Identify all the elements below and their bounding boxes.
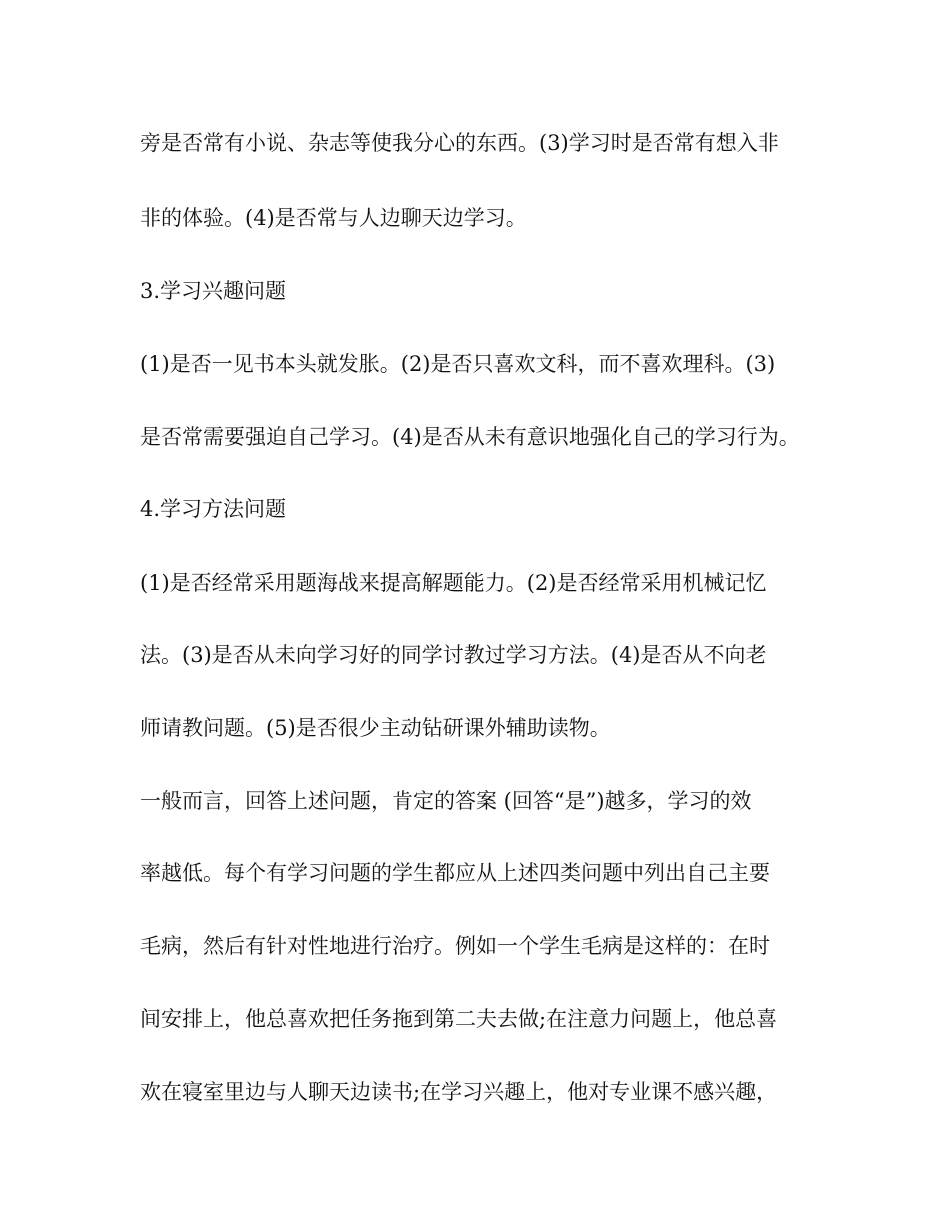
text-line: (1)是否一见书本头就发胀。(2)是否只喜欢文科，而不喜欢理科。(3) [140,352,776,376]
text-line: 欢在寝室里边与人聊天边读书;在学习兴趣上，他对专业课不感兴趣， [140,1080,778,1104]
text-line: 率越低。每个有学习问题的学生都应从上述四类问题中列出自己主要 [140,861,770,885]
section-heading: 3.学习兴趣问题 [140,279,287,303]
text-line: 师请教问题。(5)是否很少主动钻研课外辅助读物。 [140,716,611,740]
text-line: 是否常需要强迫自己学习。(4)是否从未有意识地强化自己的学习行为。 [140,425,800,449]
text-line: 毛病，然后有针对性地进行治疗。例如一个学生毛病是这样的：在时 [140,934,770,958]
text-line: 旁是否常有小说、杂志等使我分心的东西。(3)学习时是否常有想入非 [140,131,779,155]
section-heading: 4.学习方法问题 [140,497,287,521]
text-line: 一般而言，回答上述问题，肯定的答案 (回答“是”)越多，学习的效 [140,789,752,813]
text-line: 非的体验。(4)是否常与人边聊天边学习。 [140,206,527,230]
text-line: 间安排上，他总喜欢把任务拖到第二夫去做;在注意力问题上，他总喜 [140,1007,778,1031]
text-line: 法。(3)是否从未向学习好的同学讨教过学习方法。(4)是否从不向老 [140,643,767,667]
text-line: (1)是否经常采用题海战来提高解题能力。(2)是否经常采用机械记忆 [140,571,767,595]
